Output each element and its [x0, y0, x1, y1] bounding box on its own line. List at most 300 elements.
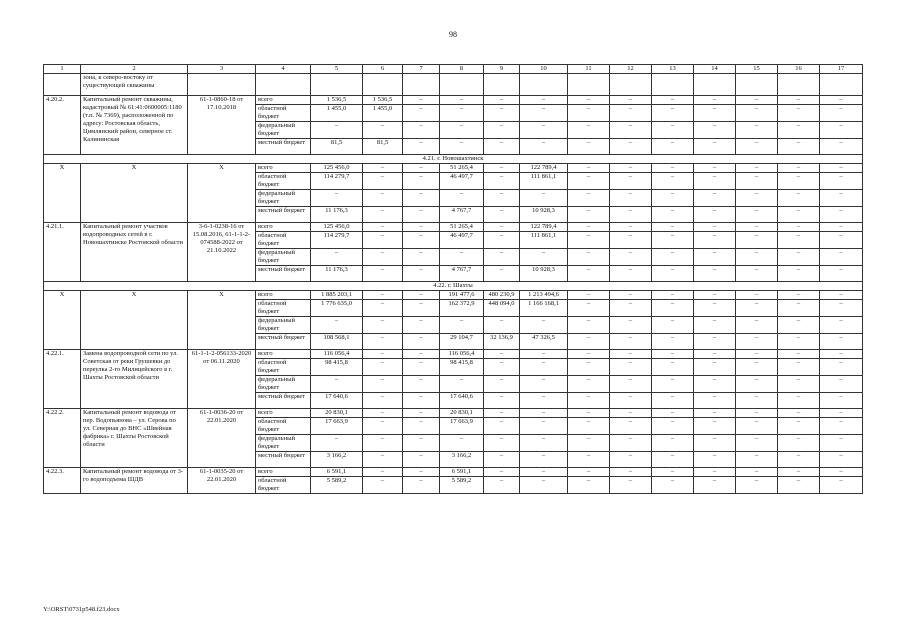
value-cell: –	[694, 409, 736, 418]
value-cell: –	[440, 96, 484, 105]
value-cell: –	[820, 418, 863, 435]
value-cell: –	[736, 376, 778, 393]
value-cell: –	[610, 223, 652, 232]
value-cell: –	[778, 452, 820, 468]
object-name: Х	[81, 164, 188, 223]
value-cell	[440, 74, 484, 96]
value-cell	[820, 74, 863, 96]
row-number: Х	[44, 164, 81, 223]
value-cell: 162 372,9	[440, 300, 484, 317]
value-cell: –	[694, 223, 736, 232]
value-cell: –	[484, 435, 520, 452]
value-cell: –	[610, 317, 652, 334]
row-number	[44, 74, 81, 96]
value-cell: –	[568, 300, 610, 317]
value-cell: –	[820, 223, 863, 232]
value-cell: –	[736, 350, 778, 359]
value-cell: –	[610, 435, 652, 452]
value-cell: –	[778, 300, 820, 317]
row-number: 4.22.3.	[44, 468, 81, 494]
value-cell: –	[520, 435, 568, 452]
funding-source: местный бюджет	[256, 139, 311, 155]
value-cell: –	[652, 173, 694, 190]
value-cell: –	[652, 334, 694, 350]
value-cell: 1 455,0	[311, 105, 363, 122]
value-cell: –	[652, 96, 694, 105]
value-cell: –	[403, 173, 440, 190]
value-cell: –	[736, 223, 778, 232]
value-cell: 122 789,4	[520, 223, 568, 232]
value-cell	[520, 74, 568, 96]
value-cell: –	[652, 223, 694, 232]
section-row	[44, 282, 863, 291]
value-cell: –	[694, 164, 736, 173]
value-cell: –	[778, 291, 820, 300]
value-cell: –	[820, 249, 863, 266]
value-cell: –	[694, 249, 736, 266]
value-cell: –	[694, 190, 736, 207]
value-cell: –	[652, 350, 694, 359]
value-cell: –	[652, 291, 694, 300]
value-cell: –	[694, 376, 736, 393]
value-cell: 1 213 494,6	[520, 291, 568, 300]
value-cell: –	[484, 376, 520, 393]
value-cell	[736, 74, 778, 96]
value-cell: –	[520, 96, 568, 105]
funding-source: всего	[256, 96, 311, 105]
value-cell: –	[820, 359, 863, 376]
value-cell: –	[484, 190, 520, 207]
value-cell: –	[820, 468, 863, 477]
funding-source: областной бюджет	[256, 173, 311, 190]
funding-source: областной бюджет	[256, 232, 311, 249]
value-cell: –	[820, 452, 863, 468]
value-cell: –	[778, 122, 820, 139]
column-number: 12	[610, 65, 652, 74]
value-cell: –	[520, 393, 568, 409]
value-cell: 1 776 635,0	[311, 300, 363, 317]
value-cell: –	[820, 266, 863, 282]
value-cell: –	[610, 164, 652, 173]
table-row	[44, 350, 863, 359]
value-cell: 46 497,7	[440, 173, 484, 190]
table-row	[44, 164, 863, 173]
value-cell: –	[363, 207, 403, 223]
funding-source: областной бюджет	[256, 300, 311, 317]
value-cell: –	[736, 122, 778, 139]
value-cell: –	[778, 232, 820, 249]
value-cell: –	[736, 418, 778, 435]
value-cell: –	[520, 376, 568, 393]
value-cell: 17 640,6	[440, 393, 484, 409]
value-cell: –	[484, 122, 520, 139]
object-name: Капитальный ремонт скважины, кадастровый № 61:41:0600005:1180 (т.п. № 7369), расположенной по адресу: Ростовская область, Цимлянский район, северное ст. Калининская	[81, 96, 188, 155]
value-cell: –	[610, 393, 652, 409]
column-number: 15	[736, 65, 778, 74]
document-ref: 61-1-0036-20 от 22.01.2020	[188, 409, 256, 468]
value-cell: 125 456,0	[311, 164, 363, 173]
header-row	[44, 65, 863, 74]
value-cell: –	[820, 190, 863, 207]
column-number: 2	[81, 65, 188, 74]
table-row	[44, 409, 863, 418]
value-cell: –	[440, 190, 484, 207]
value-cell: –	[484, 207, 520, 223]
value-cell: –	[736, 164, 778, 173]
value-cell: –	[652, 435, 694, 452]
value-cell: –	[820, 139, 863, 155]
value-cell: –	[820, 376, 863, 393]
value-cell: –	[363, 266, 403, 282]
value-cell: –	[520, 139, 568, 155]
value-cell: –	[403, 207, 440, 223]
value-cell: –	[568, 452, 610, 468]
value-cell: –	[403, 393, 440, 409]
section-title: 4.21. г. Новошахтинск	[44, 155, 863, 164]
value-cell: –	[440, 317, 484, 334]
value-cell: –	[568, 477, 610, 494]
funding-source: всего	[256, 350, 311, 359]
funding-source: областной бюджет	[256, 359, 311, 376]
value-cell: –	[363, 317, 403, 334]
value-cell: –	[568, 207, 610, 223]
funding-source: областной бюджет	[256, 477, 311, 494]
value-cell: –	[484, 418, 520, 435]
value-cell: –	[484, 452, 520, 468]
value-cell: 122 789,4	[520, 164, 568, 173]
value-cell: 5 589,2	[440, 477, 484, 494]
value-cell: –	[778, 418, 820, 435]
value-cell: –	[403, 435, 440, 452]
value-cell: –	[520, 350, 568, 359]
column-number: 5	[311, 65, 363, 74]
table-row	[44, 96, 863, 105]
value-cell: –	[694, 207, 736, 223]
value-cell: –	[568, 249, 610, 266]
object-name: Замена водопроводной сети по ул. Советская от реки Грушевки до переулка 2-го Милицейского в г. Шахты Ростовской области	[81, 350, 188, 409]
value-cell: –	[736, 190, 778, 207]
value-cell: –	[820, 350, 863, 359]
value-cell: –	[568, 96, 610, 105]
column-number: 1	[44, 65, 81, 74]
file-path-footer: Y:\ORST\0731p548.f23.docx	[43, 606, 120, 613]
value-cell: –	[403, 164, 440, 173]
value-cell: –	[440, 105, 484, 122]
value-cell: –	[568, 393, 610, 409]
value-cell: –	[403, 232, 440, 249]
value-cell: –	[778, 435, 820, 452]
value-cell: –	[610, 173, 652, 190]
value-cell: –	[736, 334, 778, 350]
column-number: 9	[484, 65, 520, 74]
value-cell: –	[778, 409, 820, 418]
value-cell: –	[610, 334, 652, 350]
funding-source: местный бюджет	[256, 393, 311, 409]
value-cell: –	[403, 317, 440, 334]
value-cell: –	[778, 96, 820, 105]
value-cell: –	[610, 122, 652, 139]
value-cell: –	[610, 291, 652, 300]
value-cell: –	[820, 435, 863, 452]
value-cell: –	[484, 164, 520, 173]
value-cell: –	[484, 232, 520, 249]
value-cell: –	[403, 452, 440, 468]
value-cell: –	[652, 452, 694, 468]
value-cell: –	[568, 122, 610, 139]
value-cell: –	[363, 376, 403, 393]
value-cell: –	[736, 409, 778, 418]
value-cell: –	[363, 350, 403, 359]
value-cell: 125 456,0	[311, 223, 363, 232]
value-cell: –	[652, 266, 694, 282]
value-cell: –	[363, 409, 403, 418]
value-cell	[484, 74, 520, 96]
document-ref: Х	[188, 164, 256, 223]
value-cell: –	[568, 468, 610, 477]
value-cell: –	[363, 468, 403, 477]
value-cell: –	[736, 207, 778, 223]
value-cell: –	[484, 266, 520, 282]
row-number: 4.22.2.	[44, 409, 81, 468]
value-cell: –	[778, 105, 820, 122]
value-cell: –	[363, 232, 403, 249]
funding-source: федеральный бюджет	[256, 122, 311, 139]
value-cell: 116 056,4	[311, 350, 363, 359]
column-number: 4	[256, 65, 311, 74]
value-cell: –	[440, 249, 484, 266]
value-cell: –	[694, 435, 736, 452]
value-cell: –	[694, 122, 736, 139]
value-cell: –	[520, 418, 568, 435]
value-cell	[403, 74, 440, 96]
value-cell: –	[363, 452, 403, 468]
object-name: Капитальный ремонт водовода от 3-го водоподъема ШДВ	[81, 468, 188, 494]
value-cell: –	[520, 468, 568, 477]
value-cell: 20 830,1	[440, 409, 484, 418]
value-cell: 51 265,4	[440, 164, 484, 173]
value-cell: –	[820, 122, 863, 139]
value-cell	[652, 74, 694, 96]
value-cell: –	[694, 105, 736, 122]
value-cell: –	[694, 96, 736, 105]
value-cell: 1 536,5	[311, 96, 363, 105]
value-cell: –	[440, 376, 484, 393]
value-cell: –	[652, 249, 694, 266]
value-cell: 46 497,7	[440, 232, 484, 249]
value-cell: –	[652, 418, 694, 435]
page-number: 98	[449, 30, 457, 39]
value-cell: –	[520, 452, 568, 468]
value-cell: –	[736, 317, 778, 334]
value-cell: –	[778, 207, 820, 223]
value-cell	[568, 74, 610, 96]
funding-source: федеральный бюджет	[256, 435, 311, 452]
value-cell: –	[736, 173, 778, 190]
funding-source: областной бюджет	[256, 105, 311, 122]
column-number: 10	[520, 65, 568, 74]
value-cell: –	[363, 164, 403, 173]
value-cell: –	[311, 122, 363, 139]
value-cell: –	[820, 300, 863, 317]
value-cell: –	[403, 139, 440, 155]
value-cell: –	[652, 468, 694, 477]
funding-source: местный бюджет	[256, 334, 311, 350]
value-cell: –	[363, 249, 403, 266]
value-cell: –	[311, 435, 363, 452]
value-cell: –	[484, 223, 520, 232]
value-cell: –	[736, 300, 778, 317]
value-cell: 3 166,2	[440, 452, 484, 468]
value-cell: –	[520, 409, 568, 418]
value-cell: –	[694, 334, 736, 350]
value-cell: –	[820, 96, 863, 105]
value-cell: –	[440, 139, 484, 155]
value-cell: –	[403, 291, 440, 300]
document-ref	[188, 74, 256, 96]
value-cell: –	[520, 317, 568, 334]
funding-source: областной бюджет	[256, 418, 311, 435]
value-cell: 10 928,3	[520, 266, 568, 282]
value-cell: –	[610, 232, 652, 249]
value-cell: –	[778, 266, 820, 282]
value-cell: –	[363, 435, 403, 452]
document-ref: Х	[188, 291, 256, 350]
value-cell: –	[568, 223, 610, 232]
funding-source: федеральный бюджет	[256, 317, 311, 334]
value-cell: –	[736, 468, 778, 477]
value-cell: –	[736, 452, 778, 468]
value-cell: –	[610, 139, 652, 155]
value-cell: –	[403, 350, 440, 359]
value-cell: 6 591,1	[440, 468, 484, 477]
value-cell: –	[736, 232, 778, 249]
value-cell: –	[610, 266, 652, 282]
object-name: Х	[81, 291, 188, 350]
value-cell: 448 094,0	[484, 300, 520, 317]
budget-table	[43, 64, 863, 494]
value-cell: –	[652, 477, 694, 494]
value-cell: –	[610, 105, 652, 122]
value-cell: –	[484, 359, 520, 376]
value-cell: –	[694, 291, 736, 300]
column-number: 16	[778, 65, 820, 74]
value-cell: –	[652, 164, 694, 173]
value-cell: –	[363, 359, 403, 376]
funding-source: всего	[256, 468, 311, 477]
value-cell: –	[403, 477, 440, 494]
value-cell: –	[820, 105, 863, 122]
value-cell: –	[610, 418, 652, 435]
value-cell: –	[403, 223, 440, 232]
value-cell: –	[778, 173, 820, 190]
value-cell: 17 663,9	[311, 418, 363, 435]
value-cell: –	[484, 393, 520, 409]
column-number: 17	[820, 65, 863, 74]
value-cell: –	[568, 435, 610, 452]
value-cell: –	[311, 249, 363, 266]
value-cell: –	[363, 393, 403, 409]
value-cell: –	[484, 409, 520, 418]
value-cell: –	[652, 409, 694, 418]
value-cell: –	[820, 393, 863, 409]
funding-source: местный бюджет	[256, 266, 311, 282]
value-cell: 47 326,5	[520, 334, 568, 350]
value-cell: –	[652, 300, 694, 317]
value-cell: –	[736, 435, 778, 452]
value-cell: –	[694, 393, 736, 409]
value-cell: –	[568, 139, 610, 155]
value-cell: –	[484, 317, 520, 334]
value-cell: –	[820, 317, 863, 334]
value-cell: –	[403, 190, 440, 207]
table-row	[44, 223, 863, 232]
value-cell: –	[403, 418, 440, 435]
value-cell: –	[820, 334, 863, 350]
value-cell: –	[311, 376, 363, 393]
value-cell: –	[568, 164, 610, 173]
funding-source: местный бюджет	[256, 452, 311, 468]
value-cell: –	[610, 350, 652, 359]
value-cell: 11 176,3	[311, 266, 363, 282]
document-ref: 61-1-1-2-056133-2020 от 06.11.2020	[188, 350, 256, 409]
value-cell: –	[820, 173, 863, 190]
row-number: Х	[44, 291, 81, 350]
value-cell: –	[403, 334, 440, 350]
value-cell: –	[568, 173, 610, 190]
value-cell: 1 455,0	[363, 105, 403, 122]
value-cell: –	[311, 190, 363, 207]
value-cell: –	[484, 350, 520, 359]
value-cell: –	[694, 468, 736, 477]
value-cell: –	[736, 291, 778, 300]
value-cell: 3 166,2	[311, 452, 363, 468]
value-cell: –	[820, 207, 863, 223]
value-cell: –	[568, 291, 610, 300]
value-cell: –	[484, 139, 520, 155]
value-cell: –	[568, 334, 610, 350]
value-cell: 81,5	[363, 139, 403, 155]
value-cell: –	[652, 105, 694, 122]
value-cell	[363, 74, 403, 96]
value-cell: 4 767,7	[440, 266, 484, 282]
value-cell: –	[778, 359, 820, 376]
value-cell: –	[694, 477, 736, 494]
value-cell: –	[311, 317, 363, 334]
value-cell: –	[363, 291, 403, 300]
value-cell: –	[484, 173, 520, 190]
value-cell: –	[652, 139, 694, 155]
value-cell: –	[652, 359, 694, 376]
value-cell: –	[778, 190, 820, 207]
value-cell: 1 885 203,1	[311, 291, 363, 300]
value-cell: –	[520, 105, 568, 122]
value-cell: –	[610, 409, 652, 418]
value-cell: –	[694, 317, 736, 334]
column-number: 8	[440, 65, 484, 74]
value-cell: –	[568, 190, 610, 207]
value-cell: –	[694, 173, 736, 190]
value-cell: 51 265,4	[440, 223, 484, 232]
value-cell: –	[694, 300, 736, 317]
column-number: 11	[568, 65, 610, 74]
value-cell: 11 176,3	[311, 207, 363, 223]
table-row	[44, 74, 863, 96]
value-cell: –	[820, 409, 863, 418]
row-number: 4.22.1.	[44, 350, 81, 409]
value-cell	[694, 74, 736, 96]
value-cell: –	[778, 223, 820, 232]
value-cell: –	[568, 266, 610, 282]
